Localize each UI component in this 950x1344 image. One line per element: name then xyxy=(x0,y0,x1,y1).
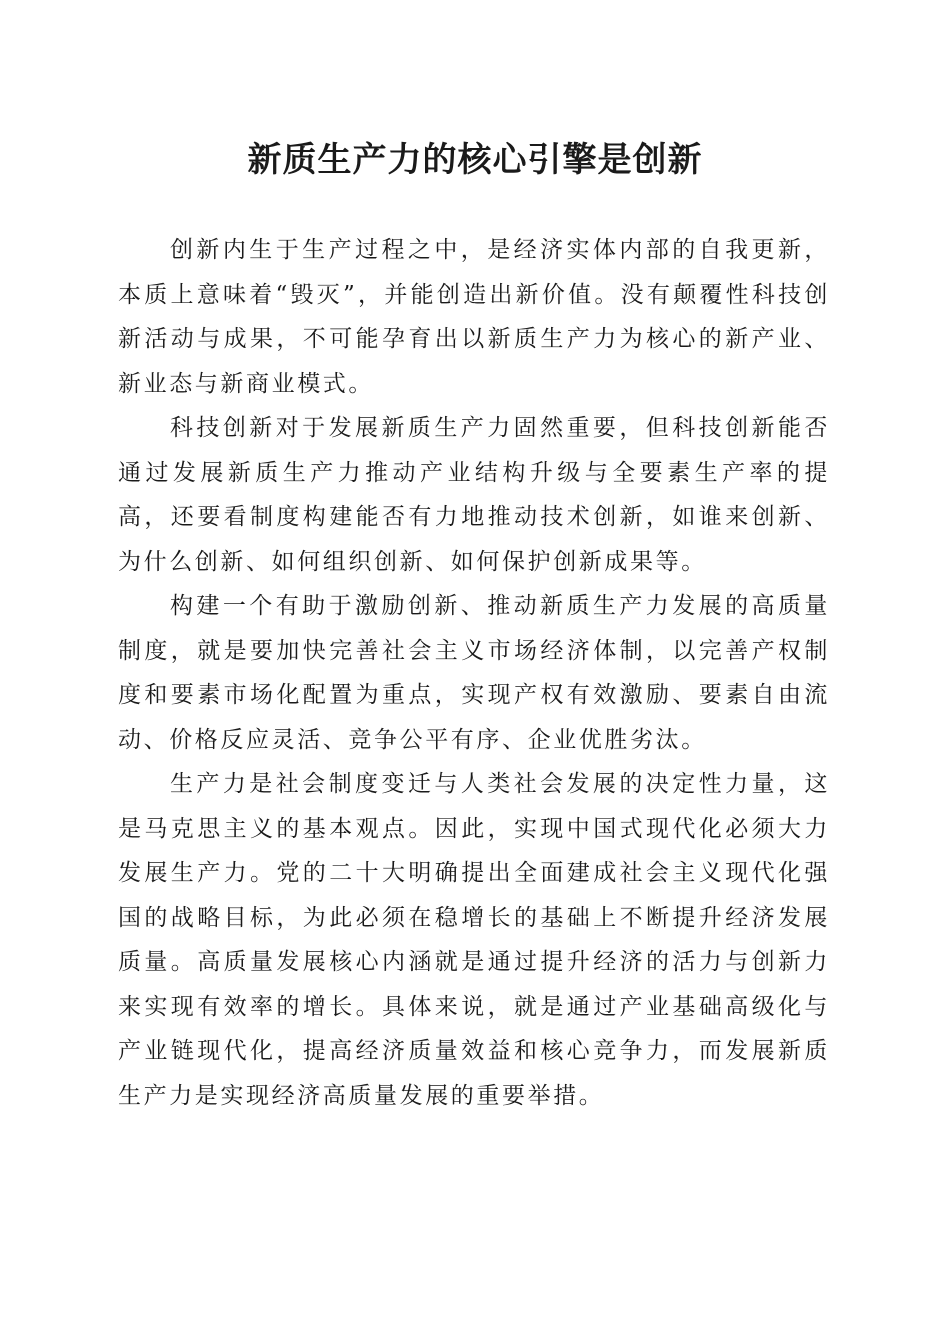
paragraph: 构建一个有助于激励创新、推动新质生产力发展的高质量制度，就是要加快完善社会主义市场经济体制，以完善产权制度和要素市场化配置为重点，实现产权有效激励、要素自由流动、价格反应灵活、竞争公平有序、企业优胜劣汰。 xyxy=(118,593,830,753)
paragraph: 科技创新对于发展新质生产力固然重要，但科技创新能否通过发展新质生产力推动产业结构升级与全要素生产率的提高，还要看制度构建能否有力地推动技术创新，如谁来创新、为什么创新、如何组织创新、如何保护创新成果等。 xyxy=(118,415,830,575)
document-body xyxy=(118,228,830,1118)
paragraph: 生产力是社会制度变迁与人类社会发展的决定性力量，这是马克思主义的基本观点。因此，实现中国式现代化必须大力发展生产力。党的二十大明确提出全面建成社会主义现代化强国的战略目标，为此必须在稳增长的基础上不断提升经济发展质量。高质量发展核心内涵就是通过提升经济的活力与创新力来实现有效率的增长。具体来说，就是通过产业基础高级化与产业链现代化，提高经济质量效益和核心竞争力，而发展新质生产力是实现经济高质量发展的重要举措。 xyxy=(118,771,830,1109)
document-title: 新质生产力的核心引擎是创新 xyxy=(247,140,703,180)
paragraph: 创新内生于生产过程之中，是经济实体内部的自我更新，本质上意味着“毁灭”，并能创造出新价值。没有颠覆性科技创新活动与成果，不可能孕育出以新质生产力为核心的新产业、新业态与新商业模式。 xyxy=(118,237,830,397)
